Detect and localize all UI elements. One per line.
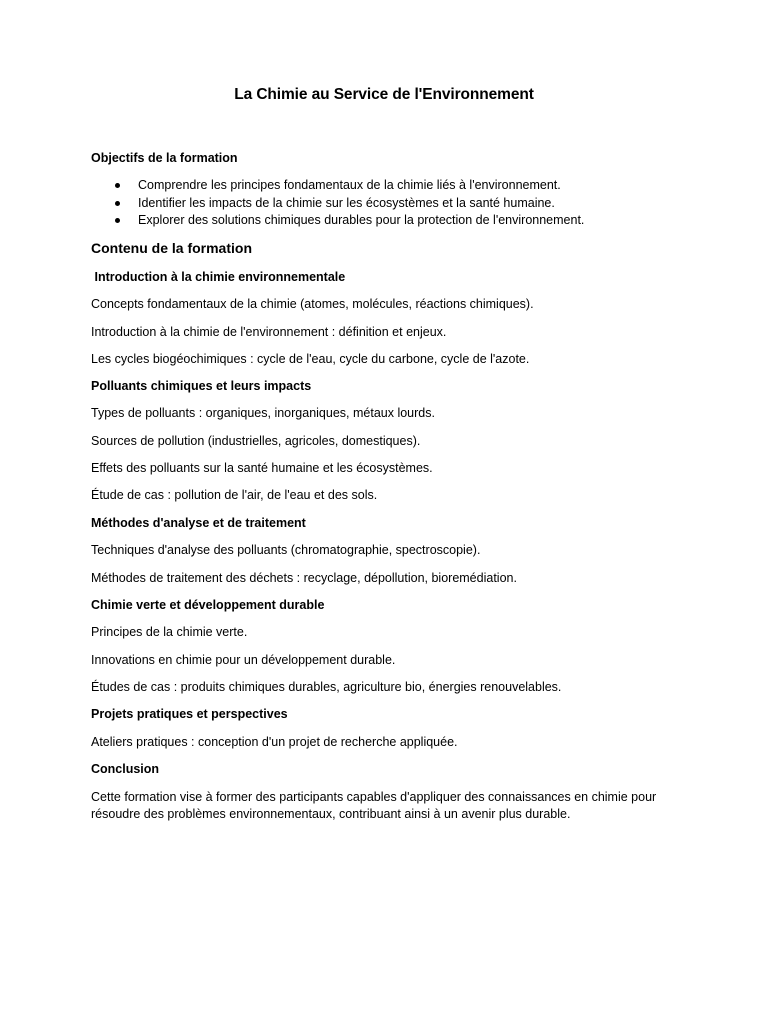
section-paragraph: Techniques d'analyse des polluants (chromatographie, spectroscopie). xyxy=(91,543,481,557)
conclusion-text: Cette formation vise à former des participants capables d'appliquer des connaissances en chimie pour résoudre des problèmes environnementaux, contribuant ainsi à un avenir plus durable. xyxy=(91,790,657,821)
content-heading: Contenu de la formation xyxy=(91,240,252,256)
section-heading: Chimie verte et développement durable xyxy=(91,598,325,612)
section-heading: Méthodes d'analyse et de traitement xyxy=(91,516,306,530)
objectives-heading: Objectifs de la formation xyxy=(91,151,238,165)
bullet-icon xyxy=(115,183,120,188)
document-title: La Chimie au Service de l'Environnement xyxy=(234,86,534,103)
section-heading: Projets pratiques et perspectives xyxy=(91,707,288,721)
objective-text: Identifier les impacts de la chimie sur les écosystèmes et la santé humaine. xyxy=(138,195,555,210)
objective-item xyxy=(91,177,584,195)
objective-text: Comprendre les principes fondamentaux de la chimie liés à l'environnement. xyxy=(138,178,561,192)
section-paragraph: Types de polluants : organiques, inorganiques, métaux lourds. xyxy=(91,406,435,420)
section-paragraph: Méthodes de traitement des déchets : recyclage, dépollution, bioremédiation. xyxy=(91,571,517,585)
section-paragraph: Études de cas : produits chimiques durables, agriculture bio, énergies renouvelables. xyxy=(91,680,562,694)
section-paragraph: Sources de pollution (industrielles, agricoles, domestiques). xyxy=(91,434,421,448)
section-paragraph: Les cycles biogéochimiques : cycle de l'eau, cycle du carbone, cycle de l'azote. xyxy=(91,352,530,366)
section-heading: Introduction à la chimie environnementale xyxy=(91,270,346,284)
section-paragraph: Effets des polluants sur la santé humaine et les écosystèmes. xyxy=(91,461,433,475)
section-paragraph: Ateliers pratiques : conception d'un projet de recherche appliquée. xyxy=(91,735,458,749)
section-paragraph: Principes de la chimie verte. xyxy=(91,625,248,639)
conclusion-heading: Conclusion xyxy=(91,762,160,776)
objective-item xyxy=(91,212,584,230)
bullet-icon xyxy=(115,218,120,223)
objective-item xyxy=(91,195,584,213)
bullet-icon xyxy=(115,201,120,206)
section-paragraph: Étude de cas : pollution de l'air, de l'eau et des sols. xyxy=(91,488,378,502)
section-paragraph: Introduction à la chimie de l'environnement : définition et enjeux. xyxy=(91,325,447,339)
objective-text: Explorer des solutions chimiques durables pour la protection de l'environnement. xyxy=(138,213,585,227)
objectives-list xyxy=(91,177,584,230)
section-heading: Polluants chimiques et leurs impacts xyxy=(91,379,312,393)
section-paragraph: Concepts fondamentaux de la chimie (atomes, molécules, réactions chimiques). xyxy=(91,297,534,311)
section-paragraph: Innovations en chimie pour un développement durable. xyxy=(91,653,396,667)
